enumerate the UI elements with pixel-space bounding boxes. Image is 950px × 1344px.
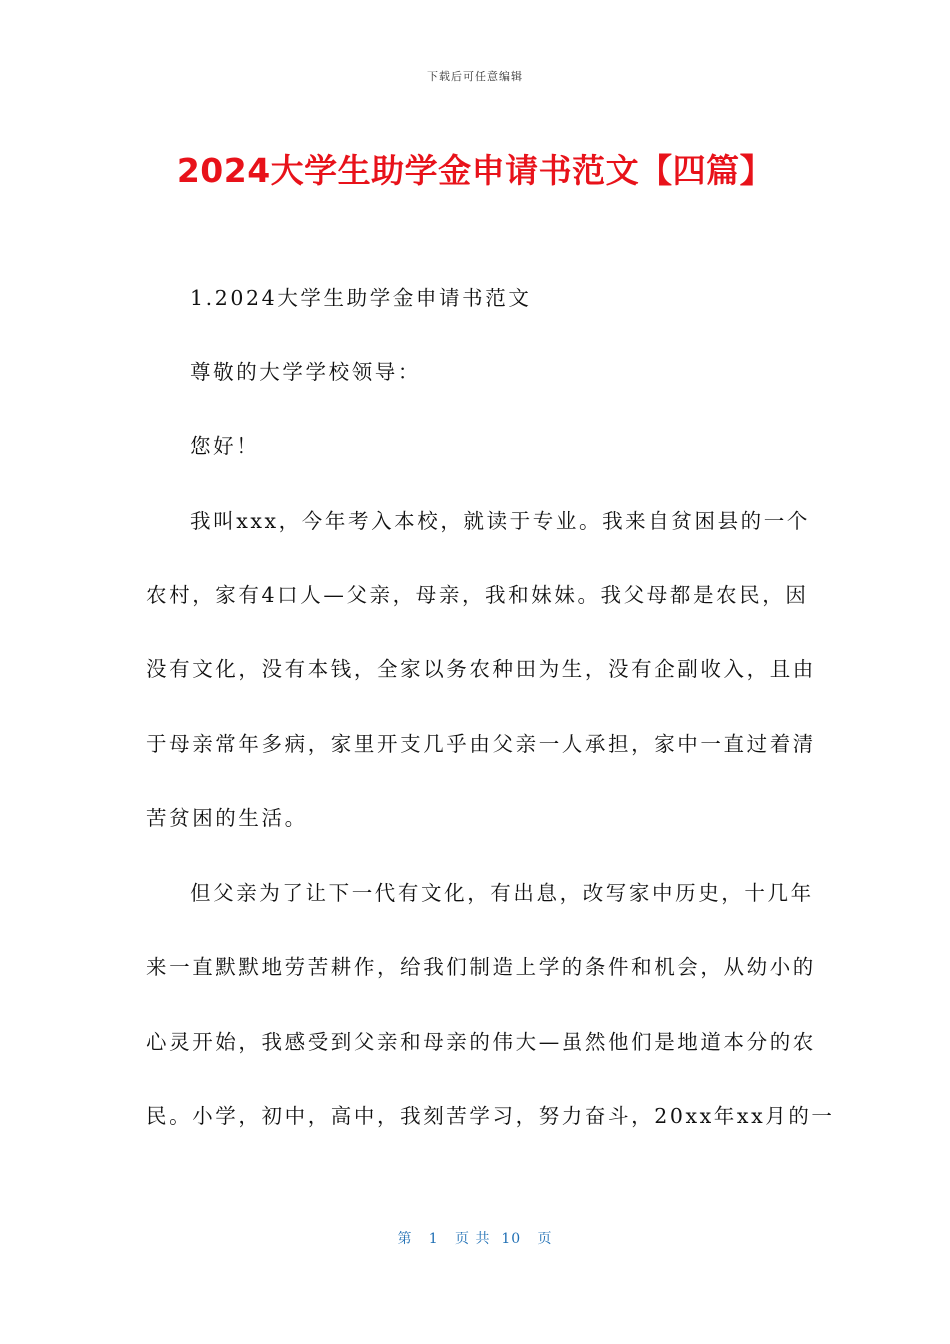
- paragraph-line: 来一直默默地劳苦耕作，给我们制造上学的条件和机会，从幼小的: [146, 955, 816, 979]
- paragraph-line: 没有文化，没有本钱，全家以务农种田为生，没有企副收入，且由: [146, 657, 816, 681]
- paragraph-line: 于母亲常年多病，家里开支几乎由父亲一人承担，家中一直过着清: [146, 732, 816, 756]
- paragraph-line: 我叫xxx，今年考入本校，就读于专业。我来自贫困县的一个: [190, 509, 810, 533]
- section-heading: 1.2024大学生助学金申请书范文: [190, 286, 532, 310]
- paragraph-line: 农村，家有4口人—父亲，母亲，我和妹妹。我父母都是农民，因: [146, 583, 809, 607]
- header-note: 下载后可任意编辑: [427, 70, 523, 83]
- page-footer: 第 1 页 共 10 页: [397, 1231, 553, 1247]
- salutation: 尊敬的大学学校领导：: [190, 360, 421, 384]
- paragraph-line: 但父亲为了让下一代有文化，有出息，改写家中历史，十几年: [190, 881, 814, 905]
- paragraph-line: 心灵开始，我感受到父亲和母亲的伟大—虽然他们是地道本分的农: [146, 1030, 816, 1054]
- paragraph-line: 民。小学，初中，高中，我刻苦学习，努力奋斗，20xx年xx月的一: [146, 1104, 835, 1128]
- greeting: 您好！: [190, 434, 260, 458]
- document-title: 2024大学生助学金申请书范文【四篇】: [176, 151, 774, 190]
- paragraph-line: 苦贫困的生活。: [146, 806, 308, 830]
